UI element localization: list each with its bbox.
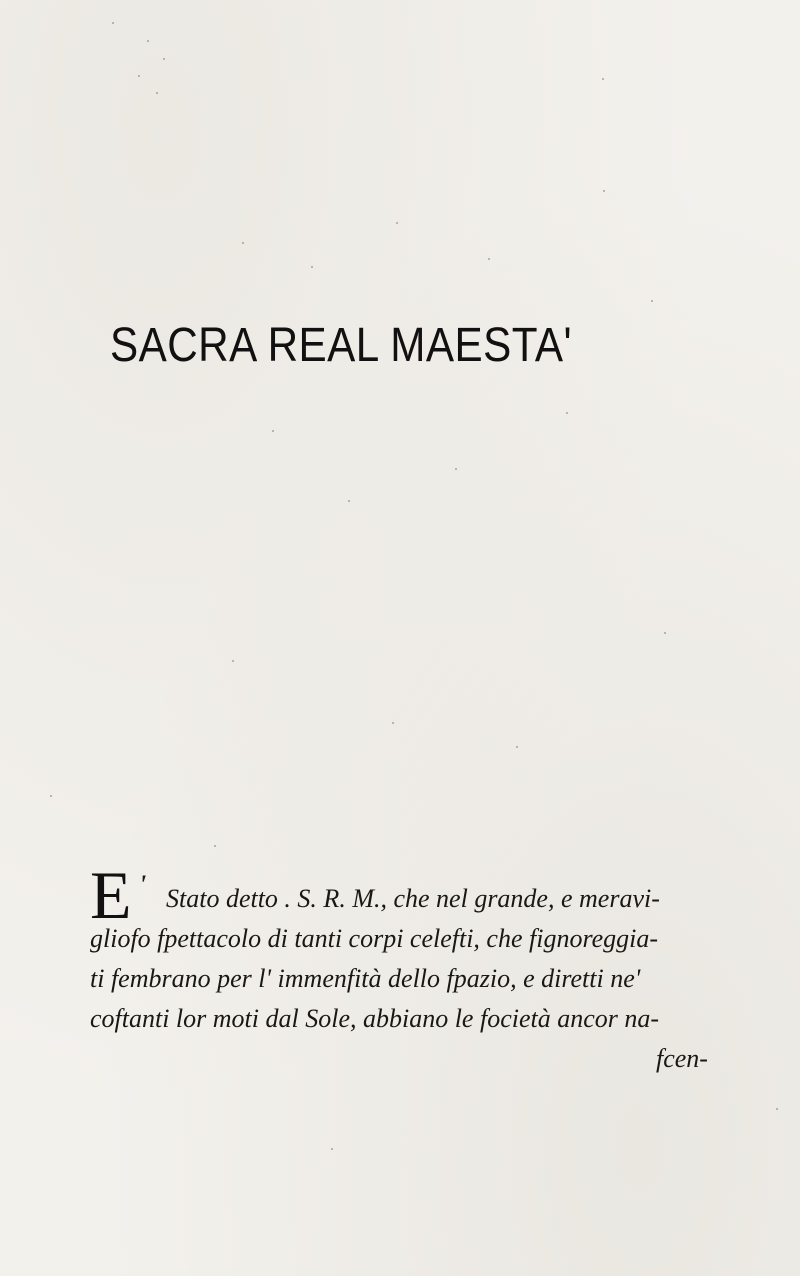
paper-speck (163, 58, 165, 60)
paper-speck (516, 746, 518, 748)
text-line: Stato detto . S. R. M., che nel grande, e meravi- (166, 884, 660, 913)
page-title: SACRA REAL MAESTA' (110, 319, 572, 372)
paper-speck (147, 40, 149, 42)
paper-speck (348, 500, 350, 502)
initial-apostrophe: ' (139, 870, 147, 899)
paper-speck (311, 266, 313, 268)
text-line: coftanti lor moti dal Sole, abbiano le focietà ancor na- (90, 1004, 660, 1033)
paper-speck (242, 242, 244, 244)
catchword: fcen- (656, 1044, 708, 1073)
paper-speck (396, 222, 398, 224)
paper-speck (232, 660, 234, 662)
paper-speck (776, 1108, 778, 1110)
paper-speck (138, 75, 140, 77)
paper-speck (455, 468, 457, 470)
initial-letter: E (90, 857, 132, 933)
paper-speck (392, 722, 394, 724)
paper-speck (272, 430, 274, 432)
paper-speck (566, 412, 568, 414)
paper-speck (651, 300, 653, 302)
text-line: gliofo fpettacolo di tanti corpi celefti, che fignoreggia- (90, 924, 659, 953)
text-line: ti fembrano per l' immenfità dello fpazio, e diretti ne' (90, 964, 641, 993)
paper-speck (602, 78, 604, 80)
paper-speck (112, 22, 114, 24)
paper-speck (214, 845, 216, 847)
paper-speck (603, 190, 605, 192)
paper-speck (331, 1148, 333, 1150)
paper-speck (50, 795, 52, 797)
paper-speck (488, 258, 490, 260)
paper-speck (664, 632, 666, 634)
paper-speck (156, 92, 158, 94)
